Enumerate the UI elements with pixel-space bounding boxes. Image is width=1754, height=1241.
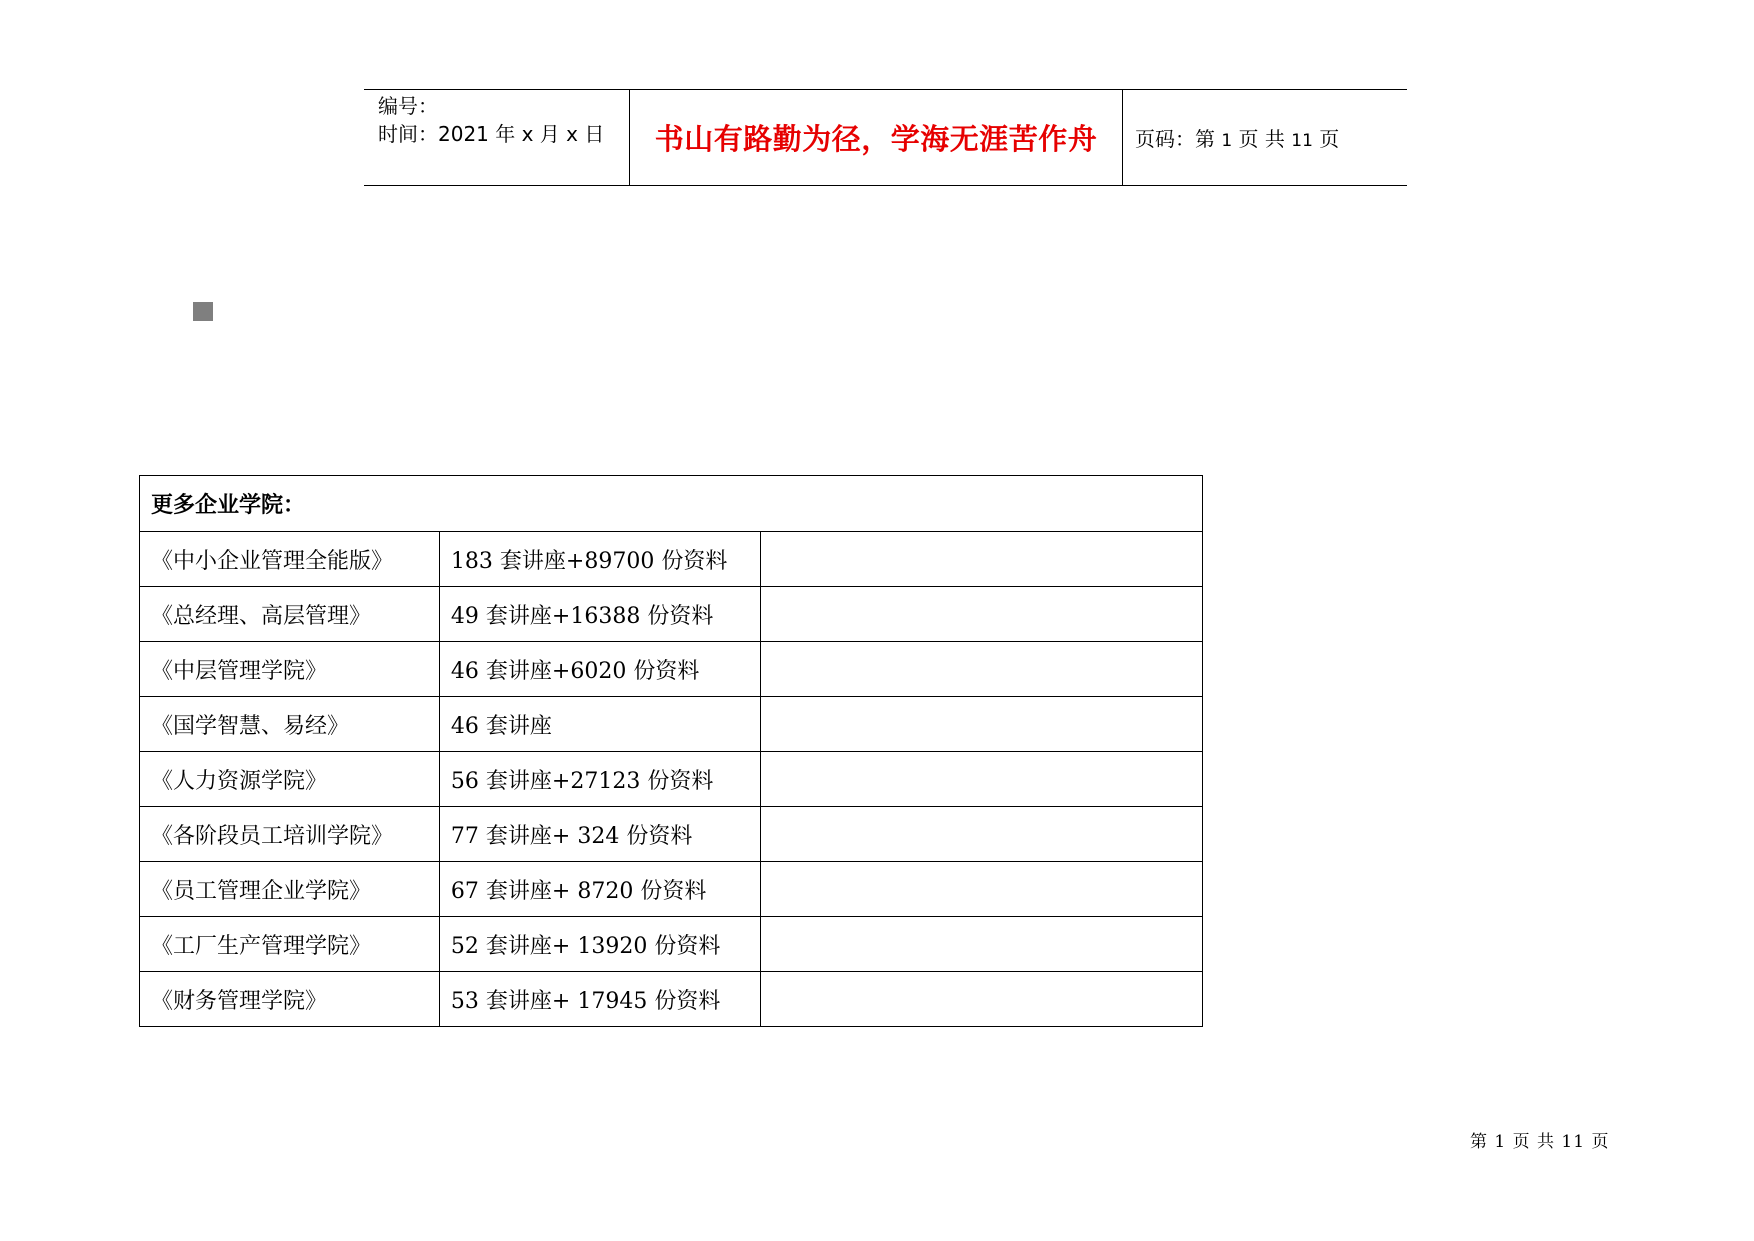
course-name: 《员工管理企业学院》 xyxy=(140,862,440,917)
header-page-number xyxy=(1123,90,1407,185)
course-detail: 77 套讲座+ 324 份资料 xyxy=(439,807,760,862)
course-name: 《中层管理学院》 xyxy=(140,642,440,697)
header-meta xyxy=(364,90,630,185)
table-row xyxy=(140,752,1203,807)
course-extra xyxy=(760,917,1202,972)
course-name: 《财务管理学院》 xyxy=(140,972,440,1027)
course-detail: 56 套讲座+27123 份资料 xyxy=(439,752,760,807)
course-name: 《工厂生产管理学院》 xyxy=(140,917,440,972)
square-bullet-icon xyxy=(193,302,213,321)
table-row xyxy=(140,697,1203,752)
course-name: 《人力资源学院》 xyxy=(140,752,440,807)
course-detail: 53 套讲座+ 17945 份资料 xyxy=(439,972,760,1027)
course-detail: 49 套讲座+16388 份资料 xyxy=(439,587,760,642)
course-detail: 52 套讲座+ 13920 份资料 xyxy=(439,917,760,972)
table-row xyxy=(140,972,1203,1027)
course-extra xyxy=(760,587,1202,642)
table-row xyxy=(140,532,1203,587)
serial-label: 编号： xyxy=(378,94,438,118)
page-header xyxy=(364,89,1407,186)
course-name: 《总经理、高层管理》 xyxy=(140,587,440,642)
course-name: 《各阶段员工培训学院》 xyxy=(140,807,440,862)
table-row xyxy=(140,642,1203,697)
course-detail: 46 套讲座+6020 份资料 xyxy=(439,642,760,697)
course-name: 《国学智慧、易经》 xyxy=(140,697,440,752)
course-extra xyxy=(760,862,1202,917)
table-row xyxy=(140,917,1203,972)
course-extra xyxy=(760,972,1202,1027)
motto-text: 书山有路勤为径，学海无涯苦作舟 xyxy=(654,122,1098,156)
footer-page-number: 第 1 页 共 11 页 xyxy=(1470,1132,1610,1152)
table-row xyxy=(140,862,1203,917)
page-number-text: 页码：第 1 页 共 11 页 xyxy=(1135,127,1340,151)
course-detail: 67 套讲座+ 8720 份资料 xyxy=(439,862,760,917)
table-title: 更多企业学院： xyxy=(140,476,1203,532)
course-name: 《中小企业管理全能版》 xyxy=(140,532,440,587)
header-motto xyxy=(630,90,1123,185)
course-detail: 46 套讲座 xyxy=(439,697,760,752)
course-detail: 183 套讲座+89700 份资料 xyxy=(439,532,760,587)
table-title-row xyxy=(140,476,1203,532)
course-table xyxy=(139,475,1203,1027)
course-extra xyxy=(760,532,1202,587)
course-extra xyxy=(760,807,1202,862)
table-row xyxy=(140,587,1203,642)
date-label: 时间：2021 年 x 月 x 日 xyxy=(378,122,605,146)
course-extra xyxy=(760,697,1202,752)
course-extra xyxy=(760,752,1202,807)
table-row xyxy=(140,807,1203,862)
course-extra xyxy=(760,642,1202,697)
